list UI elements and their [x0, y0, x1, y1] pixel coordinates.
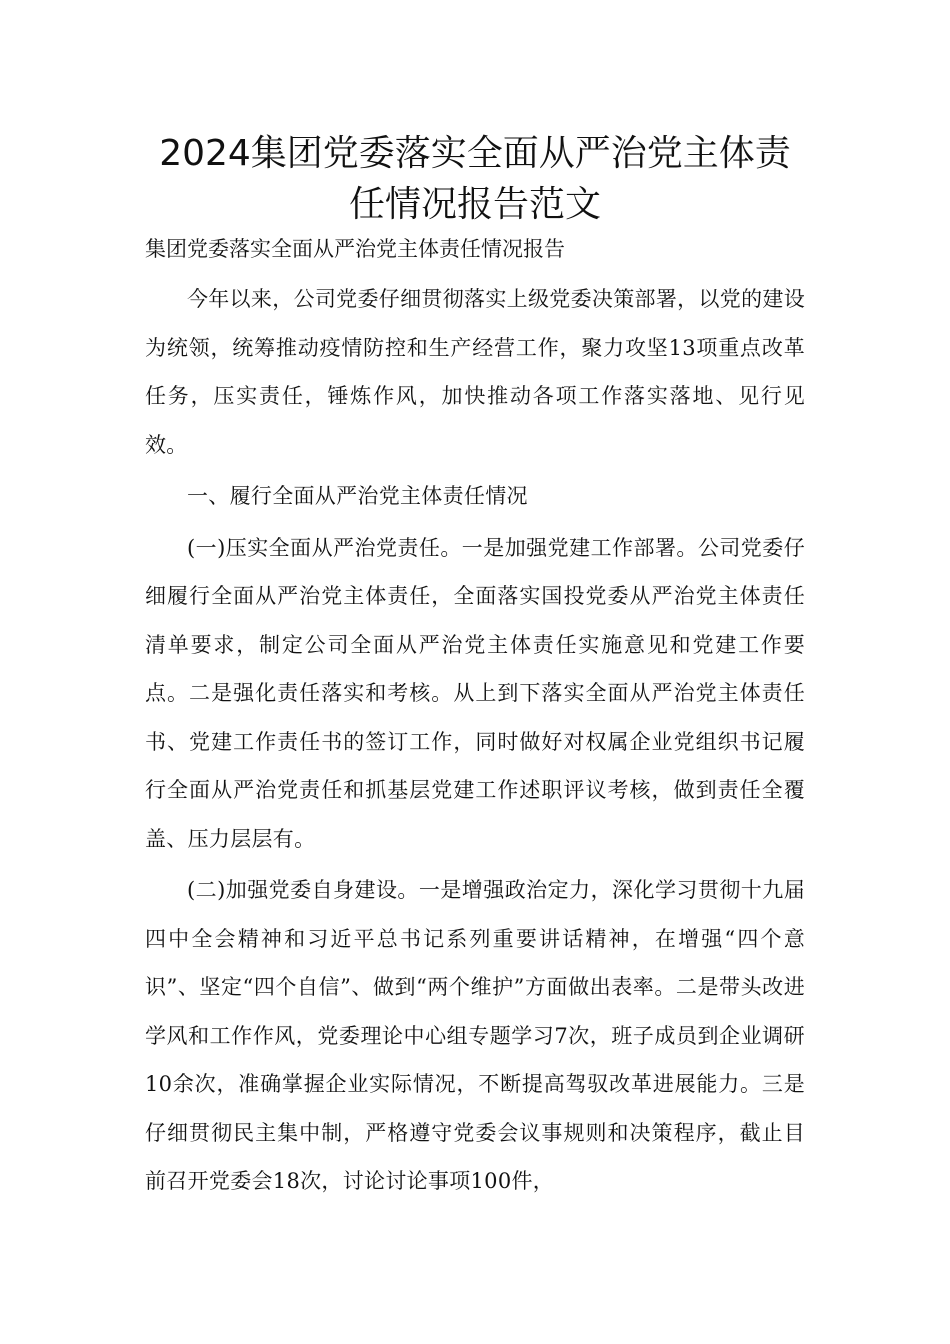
- paragraph-section-1-2: (二)加强党委自身建设。一是增强政治定力，深化学习贯彻十九届四中全会精神和习近平总书记系列重要讲话精神，在增强“四个意识”、坚定“四个自信”、做到“两个维护”方面做出表率。二是带头改进学风和工作作风，党委理论中心组专题学习7次，班子成员到企业调研10余次，准确掌握企业实际情况，不断提高驾驭改革进展能力。三是仔细贯彻民主集中制，严格遵守党委会议事规则和决策程序，截止目前召开党委会18次，讨论讨论事项100件，: [145, 878, 805, 1193]
- section-heading-1: 一、履行全面从严治党主体责任情况: [187, 484, 528, 508]
- document-body: [145, 232, 805, 1206]
- title-line-2: 任情况报告范文: [348, 184, 601, 225]
- document-subtitle: 集团党委落实全面从严治党主体责任情况报告: [145, 237, 565, 261]
- title-line-1: 2024集团党委落实全面从严治党主体责: [159, 133, 791, 174]
- paragraph-intro: 今年以来，公司党委仔细贯彻落实上级党委决策部署，以党的建设为统领，统筹推动疫情防控和生产经营工作，聚力攻坚13项重点改革任务，压实责任，锤炼作风，加快推动各项工作落实落地、见行见效。: [145, 287, 805, 457]
- paragraph-section-1-1: (一)压实全面从严治党责任。一是加强党建工作部署。公司党委仔细履行全面从严治党主体责任，全面落实国投党委从严治党主体责任清单要求，制定公司全面从严治党主体责任实施意见和党建工作要点。二是强化责任落实和考核。从上到下落实全面从严治党主体责任书、党建工作责任书的签订工作，同时做好对权属企业党组织书记履行全面从严治党责任和抓基层党建工作述职评议考核，做到责任全覆盖、压力层层有。: [145, 535, 805, 851]
- document-title: [120, 128, 830, 230]
